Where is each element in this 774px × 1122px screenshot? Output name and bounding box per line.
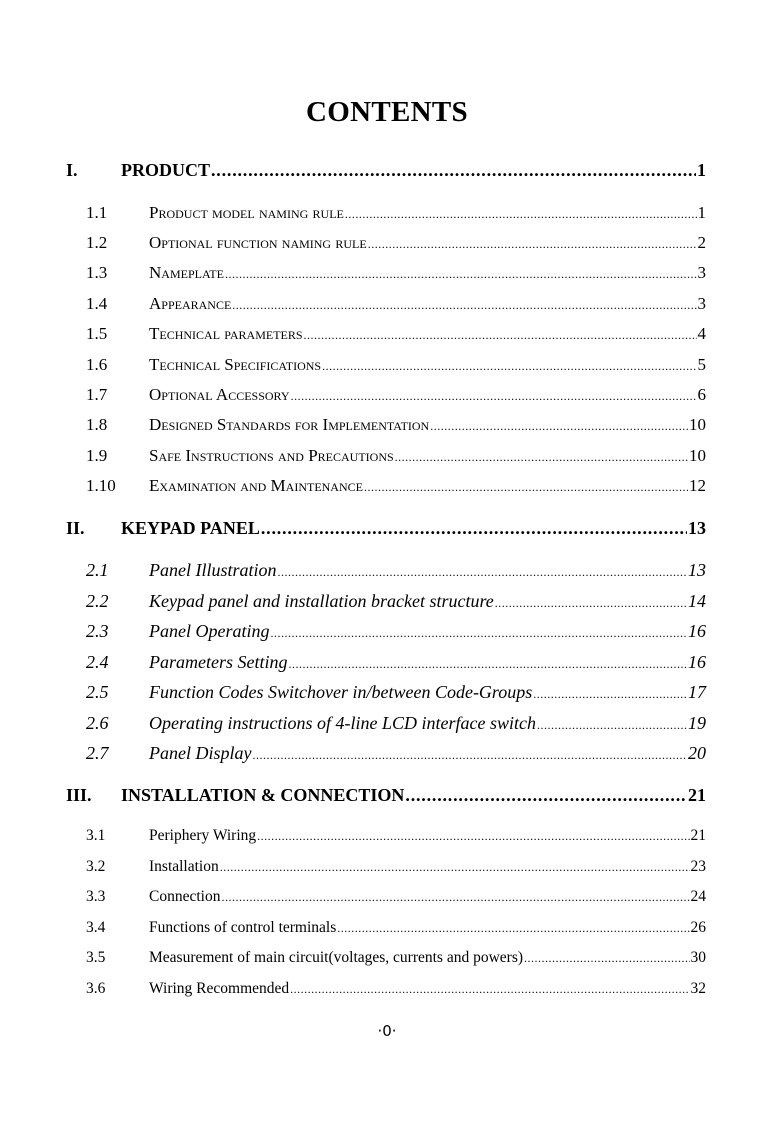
entry-title: Function Codes Switchover in/between Code-Groups [149,682,533,702]
leader-dots [304,328,697,343]
page-number: 10 [689,415,706,434]
entry-number: 2.1 [86,560,109,580]
entry-title: Technical Specifications [149,355,322,374]
page-number: 32 [690,980,706,997]
toc-entry[interactable] [86,203,706,223]
toc-entry[interactable] [86,263,706,283]
page-number: 30 [690,949,706,966]
page-number: 6 [697,385,706,404]
leader-dots [232,298,696,313]
page-number: 1 [697,203,706,222]
entry-number: 2.4 [86,652,109,672]
page-number: 21 [690,827,706,844]
page-number: 21 [688,785,706,805]
leader-dots [290,982,689,997]
entry-number: 3.1 [86,827,106,844]
entry-number: 1.9 [86,446,108,465]
leader-dots [395,450,688,465]
entry-title: Product model naming rule [149,203,344,222]
page-number: 2 [697,233,706,252]
page-number: 24 [690,888,706,905]
entry-number: 2.2 [86,591,109,611]
toc-entry[interactable] [86,652,706,673]
entry-title: Installation [149,858,219,875]
entry-title: Technical parameters [149,324,303,343]
entry-title: Panel Display [149,743,252,763]
page-number: 16 [688,621,706,641]
page-title: CONTENTS [306,96,468,128]
page-number: 20 [688,743,706,763]
leader-dots [533,687,687,702]
toc-entry[interactable] [86,355,706,375]
page-number: 17 [688,682,706,702]
entry-title: Panel Operating [149,621,270,641]
page-number: 19 [688,713,706,733]
page-number: 3 [697,294,706,313]
entry-title: Examination and Maintenance [149,476,363,495]
entry-title: Wiring Recommended [149,980,290,997]
leader-dots [368,237,697,252]
toc-chapter-installation-connection[interactable] [66,785,706,806]
leader-dots [537,718,687,733]
page-number: 13 [688,560,706,580]
leader-dots [270,626,687,641]
toc-entry[interactable] [86,980,706,998]
page-number: 10 [689,446,706,465]
toc-entry[interactable] [86,233,706,253]
chapter-title: INSTALLATION & CONNECTION [121,785,405,805]
chapter-title: PRODUCT [121,160,210,180]
page-number: 16 [688,652,706,672]
entry-number: 1.7 [86,385,108,404]
toc-entry[interactable] [86,858,706,876]
leader-dots [291,389,697,404]
toc-entry[interactable] [86,476,706,496]
page-number: 5 [697,355,706,374]
toc-entry[interactable] [86,919,706,937]
page-number: 14 [688,591,706,611]
entry-number: 2.5 [86,682,109,702]
entry-title: Functions of control terminals [149,919,337,936]
page-number: 4 [697,324,706,343]
entry-number: 1.6 [86,355,108,374]
entry-title: Connection [149,888,221,905]
leader-dots [524,951,689,966]
toc-chapter-keypad-panel[interactable] [66,518,706,539]
page-number: 26 [690,919,706,936]
leader-dots [220,860,690,875]
leader-dots [211,160,696,181]
entry-number: 1.5 [86,324,108,343]
entry-title: Safe Instructions and Precautions [149,446,394,465]
toc-entry[interactable] [86,385,706,405]
toc-entry[interactable] [86,743,706,764]
chapter-number: II. [66,518,85,538]
entry-title: Optional function naming rule [149,233,367,252]
entry-number: 2.3 [86,621,109,641]
page-footer-number: ·0· [377,1022,397,1040]
leader-dots [221,890,689,905]
leader-dots [288,657,687,672]
chapter-number: III. [66,785,92,805]
page-number: 23 [690,858,706,875]
leader-dots [430,419,688,434]
entry-title: Parameters Setting [149,652,288,672]
leader-dots [337,921,689,936]
page-number: 13 [688,518,706,538]
leader-dots [345,207,697,222]
leader-dots [495,596,687,611]
entry-number: 2.6 [86,713,109,733]
entry-title: Keypad panel and installation bracket structure [149,591,494,611]
entry-number: 1.4 [86,294,108,313]
page-number: 3 [697,263,706,282]
toc-entry[interactable] [86,682,706,703]
entry-title: Measurement of main circuit(voltages, currents and powers) [149,949,524,966]
toc-entry[interactable] [86,827,706,845]
entry-title: Periphery Wiring [149,827,257,844]
leader-dots [225,267,697,282]
entry-number: 3.4 [86,919,106,936]
entry-number: 3.2 [86,858,106,875]
leader-dots [322,359,696,374]
leader-dots [278,565,688,580]
leader-dots [405,785,687,806]
page-number: 12 [689,476,706,495]
leader-dots [252,748,687,763]
toc-entry[interactable] [86,560,706,581]
entry-title: Operating instructions of 4-line LCD interface switch [149,713,536,733]
toc-entry[interactable] [86,324,706,344]
toc-entry[interactable] [86,888,706,906]
toc-entry[interactable] [86,591,706,612]
entry-number: 2.7 [86,743,109,763]
entry-number: 1.1 [86,203,108,222]
toc-entry[interactable] [86,294,706,314]
entry-title: Nameplate [149,263,224,282]
leader-dots [364,480,688,495]
toc-entry[interactable] [86,949,706,967]
leader-dots [257,829,689,844]
entry-title: Appearance [149,294,232,313]
entry-title: Optional Accessory [149,385,290,404]
toc-entry[interactable] [86,713,706,734]
entry-number: 1.10 [86,476,116,495]
chapter-title: KEYPAD PANEL [121,518,260,538]
entry-number: 3.6 [86,980,106,997]
entry-number: 3.3 [86,888,106,905]
toc-entry[interactable] [86,446,706,466]
entry-number: 3.5 [86,949,106,966]
toc-entry[interactable] [86,621,706,642]
entry-number: 1.3 [86,263,108,282]
entry-title: Panel Illustration [149,560,277,580]
entry-title: Designed Standards for Implementation [149,415,430,434]
toc-chapter-product[interactable] [66,160,706,181]
leader-dots [261,518,687,539]
page-number: 1 [697,160,706,180]
entry-number: 1.8 [86,415,108,434]
toc-entry[interactable] [86,415,706,435]
chapter-number: I. [66,160,78,180]
entry-number: 1.2 [86,233,108,252]
